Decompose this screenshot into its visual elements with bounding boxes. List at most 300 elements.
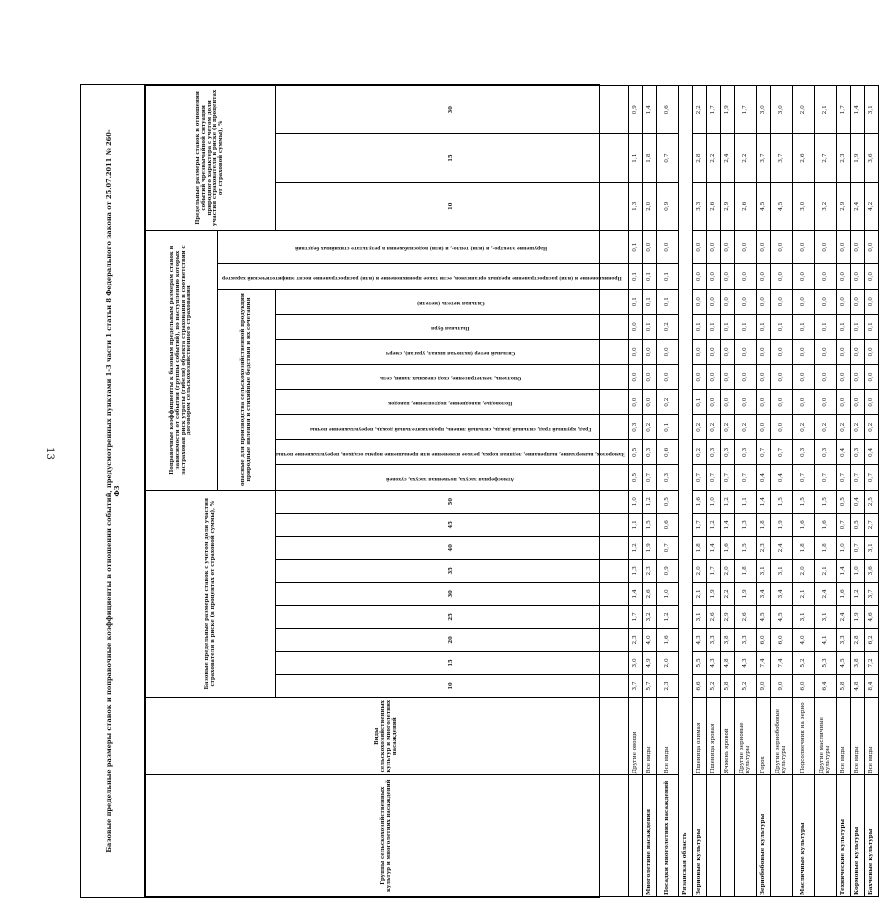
base-rate-cell: 2,6 bbox=[642, 582, 656, 605]
header-event-3: Град, крупный град, сильный дождь, сильный ливень, продолжительный дождь, переувлажнение почвы bbox=[276, 415, 629, 440]
coefficient-cell: 0,0 bbox=[720, 264, 734, 289]
base-rate-cell: 1,9 bbox=[706, 582, 720, 605]
coefficient-cell: 0,2 bbox=[850, 415, 864, 440]
base-rate-cell: 7,2 bbox=[864, 651, 878, 674]
coefficient-cell: 0,0 bbox=[814, 230, 836, 264]
coefficient-cell: 0,3 bbox=[642, 440, 656, 465]
base-rate-cell: 1,4 bbox=[628, 582, 642, 605]
base-rate-cell: 3,3 bbox=[836, 628, 850, 651]
header-extra-share: 30 bbox=[276, 86, 629, 135]
base-rate-cell: 6,2 bbox=[864, 628, 878, 651]
coefficient-cell: 0,0 bbox=[628, 390, 642, 415]
base-rate-cell: 6,6 bbox=[692, 674, 706, 697]
coefficient-cell: 0,7 bbox=[864, 465, 878, 490]
base-rate-cell: 0,7 bbox=[656, 536, 678, 559]
coefficient-cell: 0,0 bbox=[642, 339, 656, 364]
group-cell bbox=[814, 775, 836, 897]
coefficient-cell: 0,0 bbox=[850, 264, 864, 289]
base-rate-cell: 0,5 bbox=[850, 513, 864, 536]
header-share: 45 bbox=[276, 513, 629, 536]
base-rate-cell: 4,0 bbox=[642, 628, 656, 651]
coefficient-cell: 0,3 bbox=[720, 440, 734, 465]
extra-rate-cell: 1,7 bbox=[836, 86, 850, 135]
base-rate-cell: 1,2 bbox=[720, 490, 734, 513]
coefficient-cell: 0,0 bbox=[756, 264, 770, 289]
extra-rate-cell: 1,4 bbox=[850, 86, 864, 135]
coefficient-cell: 0,7 bbox=[756, 440, 770, 465]
group-cell: Зернобобовые культуры bbox=[756, 775, 770, 897]
extra-rate-cell: 1,8 bbox=[642, 134, 656, 182]
base-rate-cell: 1,7 bbox=[706, 559, 720, 582]
coefficient-cell: 0,3 bbox=[734, 440, 756, 465]
coefficient-cell: 0,0 bbox=[692, 339, 706, 364]
table-row bbox=[720, 86, 734, 897]
extra-rate-cell: 2,6 bbox=[734, 182, 756, 230]
extra-rate-cell: 2,8 bbox=[692, 134, 706, 182]
coefficient-cell: 0,1 bbox=[864, 314, 878, 339]
base-rate-cell: 4,0 bbox=[792, 628, 814, 651]
base-rate-cell: 1,2 bbox=[706, 513, 720, 536]
coefficient-cell: 0,0 bbox=[692, 264, 706, 289]
base-rate-cell: 5,5 bbox=[692, 651, 706, 674]
coefficient-cell: 0,0 bbox=[814, 390, 836, 415]
base-rate-cell: 2,4 bbox=[836, 605, 850, 628]
table-row bbox=[628, 86, 642, 897]
coefficient-cell: 0,0 bbox=[770, 289, 792, 314]
base-rate-cell: 1,6 bbox=[836, 582, 850, 605]
base-rate-cell: 2,0 bbox=[656, 651, 678, 674]
extra-rate-cell: 2,0 bbox=[792, 86, 814, 135]
coefficient-cell: 0,1 bbox=[628, 230, 642, 264]
coefficient-cell: 0,0 bbox=[864, 364, 878, 389]
extra-rate-cell: 2,0 bbox=[642, 182, 656, 230]
base-rate-cell: 4,3 bbox=[706, 651, 720, 674]
coefficient-cell: 0,0 bbox=[792, 289, 814, 314]
crop-cell: Подсолнечник на зерно bbox=[792, 698, 814, 776]
coefficient-cell: 0,1 bbox=[734, 314, 756, 339]
extra-rate-cell: 1,7 bbox=[706, 86, 720, 135]
group-cell: Масличные культуры bbox=[792, 775, 814, 897]
coefficient-cell: 0,0 bbox=[628, 339, 642, 364]
coefficient-cell: 0,0 bbox=[734, 390, 756, 415]
coefficient-cell: 0,1 bbox=[720, 314, 734, 339]
coefficient-cell: 0,0 bbox=[656, 230, 678, 264]
crop-cell: Ячмень яровой bbox=[720, 698, 734, 776]
base-rate-cell: 1,4 bbox=[720, 513, 734, 536]
coefficient-cell: 0,2 bbox=[814, 415, 836, 440]
extra-rate-cell: 4,5 bbox=[770, 182, 792, 230]
group-cell bbox=[628, 775, 642, 897]
region-heading: Рязанская область bbox=[678, 86, 692, 897]
base-rate-cell: 8,4 bbox=[864, 674, 878, 697]
base-rate-cell: 3,7 bbox=[628, 674, 642, 697]
base-rate-cell: 2,3 bbox=[656, 674, 678, 697]
coefficient-cell: 0,1 bbox=[692, 390, 706, 415]
base-rate-cell: 1,5 bbox=[770, 490, 792, 513]
extra-rate-cell: 3,0 bbox=[792, 182, 814, 230]
coefficient-cell: 0,0 bbox=[692, 289, 706, 314]
base-rate-cell: 1,4 bbox=[756, 490, 770, 513]
extra-rate-cell: 2,2 bbox=[734, 134, 756, 182]
coefficient-cell: 0,2 bbox=[692, 440, 706, 465]
coefficient-cell: 0,0 bbox=[850, 230, 864, 264]
coefficient-cell: 0,5 bbox=[628, 440, 642, 465]
extra-rate-cell: 0,6 bbox=[656, 86, 678, 135]
coefficient-cell: 0,7 bbox=[720, 465, 734, 490]
coefficient-cell: 0,7 bbox=[792, 465, 814, 490]
coefficient-cell: 0,0 bbox=[734, 264, 756, 289]
coefficient-cell: 0,2 bbox=[864, 415, 878, 440]
base-rate-cell: 4,3 bbox=[734, 651, 756, 674]
base-rate-cell: 1,0 bbox=[628, 490, 642, 513]
base-rate-cell: 1,2 bbox=[656, 605, 678, 628]
coefficient-cell: 0,0 bbox=[706, 230, 720, 264]
base-rate-cell: 1,5 bbox=[734, 536, 756, 559]
header-event-6: Сильный ветер (включая шквал, ураган), смерч bbox=[276, 339, 629, 364]
base-rate-cell: 2,3 bbox=[756, 536, 770, 559]
extra-rate-cell: 3,2 bbox=[814, 182, 836, 230]
header-event-9: Проникновение и (или) распространение вредных организмов, если такое проникновение и (или) распространение носят эпифитотический характер bbox=[218, 264, 629, 289]
coefficient-cell: 0,0 bbox=[706, 390, 720, 415]
coefficient-cell: 0,0 bbox=[864, 264, 878, 289]
base-rate-cell: 0,5 bbox=[656, 490, 678, 513]
base-rate-cell: 3,7 bbox=[864, 582, 878, 605]
table-row bbox=[642, 86, 656, 897]
base-rate-cell: 1,9 bbox=[734, 582, 756, 605]
coefficient-cell: 0,4 bbox=[770, 465, 792, 490]
coefficient-cell: 0,4 bbox=[836, 440, 850, 465]
base-rate-cell: 5,2 bbox=[734, 674, 756, 697]
coefficient-cell: 0,0 bbox=[836, 264, 850, 289]
group-cell: Бахчевые культуры bbox=[864, 775, 878, 897]
crop-cell: Пшеница озимая bbox=[692, 698, 706, 776]
base-rate-cell: 1,8 bbox=[756, 513, 770, 536]
base-rate-cell: 3,8 bbox=[720, 628, 734, 651]
coefficient-cell: 0,3 bbox=[656, 465, 678, 490]
coefficient-cell: 0,2 bbox=[656, 390, 678, 415]
base-rate-cell: 6,4 bbox=[814, 674, 836, 697]
coefficient-cell: 0,7 bbox=[706, 465, 720, 490]
extra-rate-cell: 1,3 bbox=[628, 182, 642, 230]
coefficient-cell: 0,0 bbox=[756, 364, 770, 389]
base-rate-cell: 1,3 bbox=[628, 559, 642, 582]
coefficient-cell: 0,0 bbox=[656, 364, 678, 389]
coefficient-cell: 0,0 bbox=[692, 364, 706, 389]
base-rate-cell: 1,5 bbox=[814, 490, 836, 513]
extra-rate-cell: 0,9 bbox=[628, 86, 642, 135]
base-rate-cell: 3,1 bbox=[770, 559, 792, 582]
rotated-table-page bbox=[81, 85, 875, 897]
base-rate-cell: 4,3 bbox=[692, 628, 706, 651]
document-frame bbox=[80, 84, 875, 898]
base-rate-cell: 1,7 bbox=[692, 513, 706, 536]
group-cell: Технические культуры bbox=[836, 775, 850, 897]
table-row bbox=[850, 86, 864, 897]
table-row bbox=[656, 86, 678, 897]
base-rate-cell: 3,8 bbox=[850, 651, 864, 674]
coefficient-cell: 0,0 bbox=[836, 339, 850, 364]
coefficient-cell: 0,0 bbox=[720, 230, 734, 264]
base-rate-cell: 2,8 bbox=[850, 628, 864, 651]
coefficient-cell: 0,0 bbox=[850, 339, 864, 364]
base-rate-cell: 1,4 bbox=[706, 536, 720, 559]
coefficient-cell: 0,0 bbox=[792, 230, 814, 264]
header-share: 40 bbox=[276, 536, 629, 559]
extra-rate-cell: 2,6 bbox=[792, 134, 814, 182]
coefficient-cell: 0,1 bbox=[642, 289, 656, 314]
base-rate-cell: 3,0 bbox=[628, 651, 642, 674]
crop-cell: Все виды bbox=[864, 698, 878, 776]
coefficient-cell: 0,0 bbox=[850, 364, 864, 389]
base-rate-cell: 0,4 bbox=[850, 490, 864, 513]
coefficient-cell: 0,4 bbox=[864, 440, 878, 465]
coefficient-cell: 0,0 bbox=[814, 364, 836, 389]
crop-cell: Другие зерновые культуры bbox=[734, 698, 756, 776]
extra-rate-cell: 3,7 bbox=[756, 134, 770, 182]
header-correction: Поправочные коэффициенты к базовым предельным размерам ставок в зависимости от события (группы событий), по наступлению которых застрахован риск утраты (гибели) объекта страхования в соответствии с договором сельскохозяйственного страхования bbox=[146, 230, 218, 490]
coefficient-cell: 0,1 bbox=[642, 314, 656, 339]
coefficient-cell: 0,0 bbox=[756, 230, 770, 264]
coefficient-cell: 0,0 bbox=[720, 339, 734, 364]
coefficient-cell: 0,0 bbox=[642, 390, 656, 415]
coefficient-cell: 0,0 bbox=[770, 364, 792, 389]
base-rate-cell: 1,8 bbox=[814, 536, 836, 559]
coefficient-cell: 0,1 bbox=[656, 289, 678, 314]
extra-rate-cell: 2,1 bbox=[814, 86, 836, 135]
base-rate-cell: 3,1 bbox=[756, 559, 770, 582]
group-cell bbox=[734, 775, 756, 897]
coefficient-cell: 0,0 bbox=[836, 230, 850, 264]
base-rate-cell: 9,0 bbox=[770, 674, 792, 697]
coefficient-cell: 0,0 bbox=[792, 339, 814, 364]
rates-table bbox=[145, 85, 879, 897]
base-rate-cell: 3,4 bbox=[756, 582, 770, 605]
extra-rate-cell: 4,5 bbox=[756, 182, 770, 230]
base-rate-cell: 2,4 bbox=[770, 536, 792, 559]
coefficient-cell: 0,5 bbox=[628, 465, 642, 490]
base-rate-cell: 4,5 bbox=[836, 651, 850, 674]
extra-rate-cell: 2,9 bbox=[720, 182, 734, 230]
coefficient-cell: 0,1 bbox=[628, 264, 642, 289]
coefficient-cell: 0,1 bbox=[656, 264, 678, 289]
header-crop: Виды сельскохозяйственных культур и многолетних насаждений bbox=[146, 698, 629, 776]
coefficient-cell: 0,2 bbox=[706, 415, 720, 440]
base-rate-cell: 2,9 bbox=[720, 605, 734, 628]
coefficient-cell: 0,3 bbox=[628, 415, 642, 440]
header-share: 25 bbox=[276, 605, 629, 628]
base-rate-cell: 1,4 bbox=[836, 559, 850, 582]
base-rate-cell: 4,8 bbox=[850, 674, 864, 697]
base-rate-cell: 1,2 bbox=[850, 582, 864, 605]
base-rate-cell: 2,2 bbox=[720, 582, 734, 605]
base-rate-cell: 0,7 bbox=[850, 536, 864, 559]
coefficient-cell: 0,1 bbox=[628, 289, 642, 314]
table-row bbox=[864, 86, 878, 897]
coefficient-cell: 0,0 bbox=[656, 339, 678, 364]
crop-cell: Другие овощи bbox=[628, 698, 642, 776]
base-rate-cell: 4,8 bbox=[720, 651, 734, 674]
extra-rate-cell: 2,2 bbox=[692, 86, 706, 135]
coefficient-cell: 0,0 bbox=[756, 289, 770, 314]
base-rate-cell: 4,5 bbox=[756, 605, 770, 628]
coefficient-cell: 0,0 bbox=[706, 339, 720, 364]
coefficient-cell: 0,0 bbox=[706, 364, 720, 389]
base-rate-cell: 5,3 bbox=[814, 651, 836, 674]
base-rate-cell: 4,6 bbox=[864, 605, 878, 628]
base-rate-cell: 2,6 bbox=[706, 605, 720, 628]
header-correction-sub: опасные для производства сельскохозяйственной продукции природные явления и стихийные бедствия и их сочетания bbox=[218, 289, 276, 490]
coefficient-cell: 0,0 bbox=[864, 289, 878, 314]
table-row bbox=[692, 86, 706, 897]
coefficient-cell: 0,3 bbox=[706, 440, 720, 465]
coefficient-cell: 0,0 bbox=[756, 415, 770, 440]
extra-rate-cell: 2,4 bbox=[850, 182, 864, 230]
coefficient-cell: 0,1 bbox=[770, 314, 792, 339]
base-rate-cell: 1,8 bbox=[734, 559, 756, 582]
coefficient-cell: 0,0 bbox=[814, 339, 836, 364]
base-rate-cell: 2,6 bbox=[734, 605, 756, 628]
base-rate-cell: 1,1 bbox=[734, 490, 756, 513]
header-share: 30 bbox=[276, 582, 629, 605]
base-rate-cell: 2,3 bbox=[642, 559, 656, 582]
header-group: Группы сельскохозяйственных культур и многолетних насаждений bbox=[146, 775, 629, 897]
base-rate-cell: 2,4 bbox=[814, 582, 836, 605]
coefficient-cell: 0,0 bbox=[720, 390, 734, 415]
base-rate-cell: 5,2 bbox=[706, 674, 720, 697]
coefficient-cell: 0,3 bbox=[814, 440, 836, 465]
header-event-7: Пыльная буря bbox=[276, 314, 629, 339]
crop-cell: Другие зернобобовые культуры bbox=[770, 698, 792, 776]
base-rate-cell: 1,0 bbox=[836, 536, 850, 559]
coefficient-cell: 0,1 bbox=[706, 314, 720, 339]
coefficient-cell: 0,0 bbox=[850, 289, 864, 314]
coefficient-cell: 0,0 bbox=[836, 289, 850, 314]
coefficient-cell: 0,0 bbox=[770, 390, 792, 415]
crop-cell: Горох bbox=[756, 698, 770, 776]
coefficient-cell: 0,6 bbox=[656, 440, 678, 465]
coefficient-cell: 0,0 bbox=[734, 339, 756, 364]
coefficient-cell: 0,0 bbox=[628, 314, 642, 339]
base-rate-cell: 1,9 bbox=[770, 513, 792, 536]
table-row bbox=[814, 86, 836, 897]
coefficient-cell: 0,1 bbox=[792, 314, 814, 339]
coefficient-cell: 0,0 bbox=[850, 390, 864, 415]
coefficient-cell: 0,7 bbox=[642, 465, 656, 490]
extra-rate-cell: 1,9 bbox=[850, 134, 864, 182]
base-rate-cell: 2,1 bbox=[814, 559, 836, 582]
coefficient-cell: 0,2 bbox=[792, 415, 814, 440]
extra-rate-cell: 3,0 bbox=[756, 86, 770, 135]
base-rate-cell: 0,5 bbox=[836, 490, 850, 513]
base-rate-cell: 7,4 bbox=[756, 651, 770, 674]
coefficient-cell: 0,0 bbox=[864, 230, 878, 264]
base-rate-cell: 5,8 bbox=[836, 674, 850, 697]
base-rate-cell: 2,1 bbox=[792, 582, 814, 605]
base-rate-cell: 1,9 bbox=[642, 536, 656, 559]
base-rate-cell: 1,6 bbox=[656, 628, 678, 651]
table-row bbox=[706, 86, 720, 897]
extra-rate-cell: 3,0 bbox=[770, 86, 792, 135]
coefficient-cell: 0,0 bbox=[836, 390, 850, 415]
base-rate-cell: 5,2 bbox=[792, 651, 814, 674]
extra-rate-cell: 1,4 bbox=[642, 86, 656, 135]
base-rate-cell: 3,1 bbox=[864, 536, 878, 559]
base-rate-cell: 5,7 bbox=[642, 674, 656, 697]
base-rate-cell: 0,7 bbox=[836, 513, 850, 536]
extra-rate-cell: 2,4 bbox=[720, 134, 734, 182]
extra-rate-cell: 4,2 bbox=[864, 182, 878, 230]
coefficient-cell: 0,0 bbox=[628, 364, 642, 389]
header-extra-share: 15 bbox=[276, 134, 629, 182]
extra-rate-cell: 3,7 bbox=[770, 134, 792, 182]
coefficient-cell: 0,0 bbox=[770, 339, 792, 364]
base-rate-cell: 2,0 bbox=[720, 559, 734, 582]
group-cell bbox=[770, 775, 792, 897]
coefficient-cell: 0,1 bbox=[836, 314, 850, 339]
coefficient-cell: 0,0 bbox=[706, 264, 720, 289]
extra-rate-cell: 1,1 bbox=[628, 134, 642, 182]
base-rate-cell: 1,6 bbox=[720, 536, 734, 559]
base-rate-cell: 1,8 bbox=[692, 536, 706, 559]
group-cell: Кормовые культуры bbox=[850, 775, 864, 897]
base-rate-cell: 2,0 bbox=[792, 559, 814, 582]
document-title: Базовые предельные размеры ставок и поправочные коэффициенты в отношении событий, предусмотренных пунктами 1-3 части 1 статьи 8 Федерального закона от 25.07.2011 № 260-ФЗ bbox=[81, 85, 145, 897]
crop-cell: Все виды bbox=[850, 698, 864, 776]
coefficient-cell: 0,0 bbox=[792, 390, 814, 415]
base-rate-cell: 3,2 bbox=[642, 605, 656, 628]
coefficient-cell: 0,2 bbox=[642, 415, 656, 440]
base-rate-cell: 1,6 bbox=[692, 490, 706, 513]
extra-rate-cell: 3,1 bbox=[864, 86, 878, 135]
base-rate-cell: 5,8 bbox=[720, 674, 734, 697]
coefficient-cell: 0,3 bbox=[792, 440, 814, 465]
header-share: 10 bbox=[276, 674, 629, 697]
header-base-rates: Базовые предельные размеры ставок с учетом доли участия страхователя в риске (в процентах от страховой суммы), % bbox=[146, 490, 276, 697]
coefficient-cell: 0,0 bbox=[720, 364, 734, 389]
table-row bbox=[678, 86, 692, 897]
base-rate-cell: 1,5 bbox=[642, 513, 656, 536]
base-rate-cell: 1,7 bbox=[628, 605, 642, 628]
extra-rate-cell: 3,3 bbox=[692, 182, 706, 230]
base-rate-cell: 3,6 bbox=[864, 559, 878, 582]
crop-cell: Все виды bbox=[656, 698, 678, 776]
coefficient-cell: 0,0 bbox=[864, 390, 878, 415]
extra-rate-cell: 2,3 bbox=[836, 134, 850, 182]
coefficient-cell: 0,0 bbox=[734, 289, 756, 314]
base-rate-cell: 3,1 bbox=[792, 605, 814, 628]
coefficient-cell: 0,1 bbox=[692, 314, 706, 339]
base-rate-cell: 0,9 bbox=[656, 559, 678, 582]
base-rate-cell: 4,9 bbox=[642, 651, 656, 674]
header-event-10: Нарушение электро-, и (или) тепло-, и (или) водоснабжения в результате стихийных бедствий bbox=[218, 230, 629, 264]
header-extra-share: 10 bbox=[276, 182, 629, 230]
crop-cell: Другие масличные культуры bbox=[814, 698, 836, 776]
header-event-1: Атмосферная засуха, почвенная засуха, суховей bbox=[276, 465, 629, 490]
base-rate-cell: 1,0 bbox=[656, 582, 678, 605]
base-rate-cell: 3,4 bbox=[770, 582, 792, 605]
coefficient-cell: 0,1 bbox=[850, 314, 864, 339]
coefficient-cell: 0,1 bbox=[642, 264, 656, 289]
coefficient-cell: 0,4 bbox=[756, 465, 770, 490]
extra-rate-cell: 2,7 bbox=[814, 134, 836, 182]
header-share: 15 bbox=[276, 651, 629, 674]
header-event-8: Сильная метель (метели) bbox=[276, 289, 629, 314]
group-cell: Посадки многолетних насаждений bbox=[656, 775, 678, 897]
base-rate-cell: 1,2 bbox=[628, 536, 642, 559]
group-cell: Зерновые культуры bbox=[692, 775, 706, 897]
coefficient-cell: 0,0 bbox=[864, 339, 878, 364]
base-rate-cell: 6,0 bbox=[770, 628, 792, 651]
